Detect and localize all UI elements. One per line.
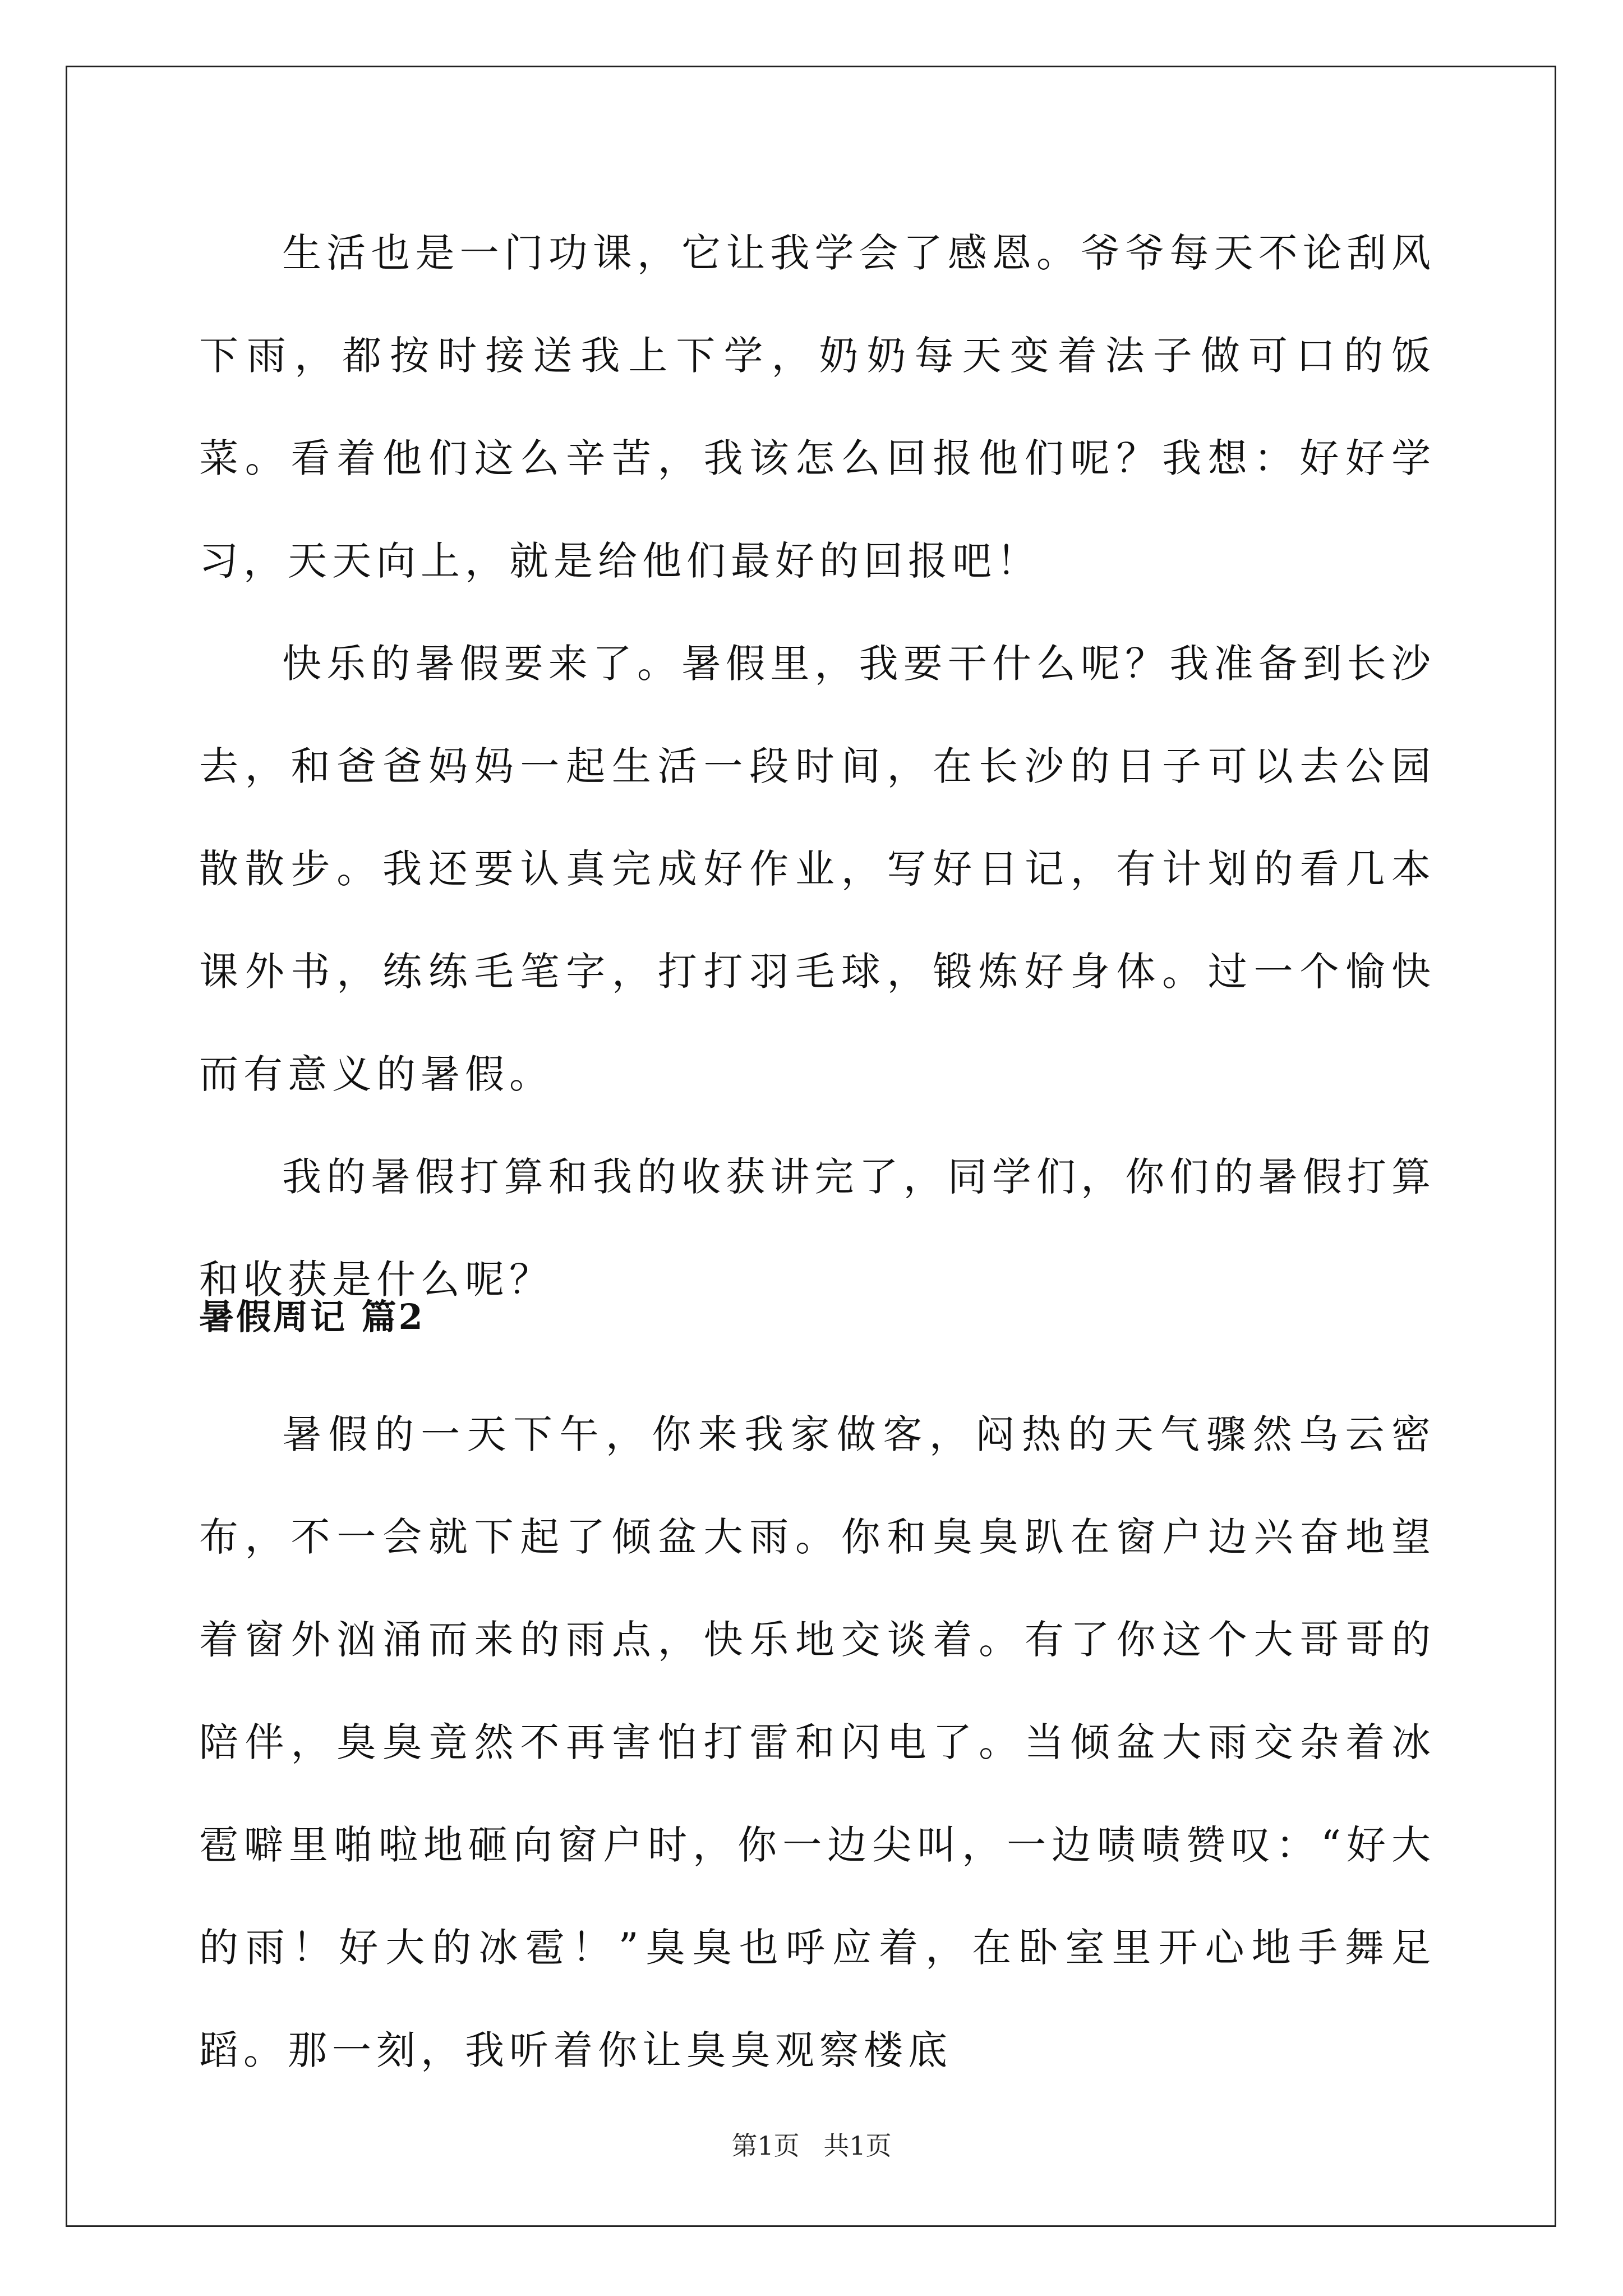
page-number-label: 第1页 (731, 2131, 800, 2161)
page-total-label: 共1页 (823, 2131, 892, 2161)
document-body-bottom (199, 1383, 1436, 2102)
paragraph-summer-plan: 快乐的暑假要来了。暑假里，我要干什么呢？我准备到长沙去，和爸爸妈妈一起生活一段时间，在长沙的日子可以去公园散散步。我还要认真完成好作业，写好日记，有计划的看几本课外书，练练毛笔字，打打羽毛球，锻炼好身体。过一个愉快而有意义的暑假。 (199, 641, 1436, 1097)
paragraph-closing-question: 我的暑假打算和我的收获讲完了，同学们，你们的暑假打算和收获是什么呢？ (199, 1154, 1436, 1303)
section-heading: 暑假周记 篇2 (199, 1296, 425, 1337)
paragraph-gratitude: 生活也是一门功课，它让我学会了感恩。爷爷每天不论刮风下雨，都按时接送我上下学，奶奶每天变着法子做可口的饭菜。看着他们这么辛苦，我该怎么回报他们呢？我想：好好学习，天天向上，就是给他们最好的回报吧！ (199, 230, 1436, 584)
paragraph-rainy-afternoon: 暑假的一天下午，你来我家做客，闷热的天气骤然乌云密布，不一会就下起了倾盆大雨。你和臭臭趴在窗户边兴奋地望着窗外汹涌而来的雨点，快乐地交谈着。有了你这个大哥哥的陪伴，臭臭竟然不再害怕打雷和闪电了。当倾盆大雨交杂着冰雹噼里啪啦地砸向窗户时，你一边尖叫，一边啧啧赞叹：“好大的雨！好大的冰雹！”臭臭也呼应着，在卧室里开心地手舞足蹈。那一刻，我听着你让臭臭观察楼底 (199, 1411, 1436, 2073)
page-footer (0, 2129, 1623, 2162)
document-body-top (199, 202, 1436, 1331)
